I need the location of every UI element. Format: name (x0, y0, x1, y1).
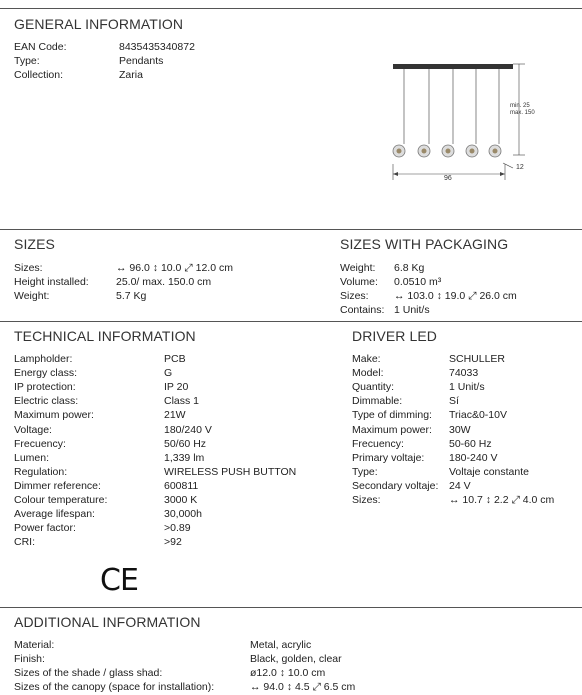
technical-row (14, 521, 334, 535)
divider-technical (0, 321, 582, 322)
drawing-dim-height-max: max. 150 (510, 110, 535, 116)
technical-row (14, 437, 334, 451)
driver-label: Model: (352, 367, 384, 380)
sizes-label: Sizes: (14, 262, 43, 274)
driver-row (352, 352, 577, 366)
driver-row (352, 408, 577, 422)
driver-value: 1 Unit/s (449, 381, 485, 394)
driver-label: Sizes: (352, 494, 381, 506)
sizes-row (14, 289, 324, 303)
divider-sizes (0, 229, 582, 230)
driver-value: Sí (449, 395, 459, 408)
packaging-label: Volume: (340, 276, 378, 288)
technical-value: G (164, 367, 173, 380)
packaging-value: 6.8 Kg (394, 262, 425, 274)
technical-value: 600811 (164, 479, 199, 492)
driver-value: Voltaje constante (449, 465, 529, 478)
driver-label: Quantity: (352, 381, 395, 394)
technical-value: WIRELESS PUSH BUTTON (164, 465, 297, 478)
additional-label: Sizes of the shade / glass shad: (14, 667, 163, 679)
technical-row (14, 493, 334, 507)
technical-row (14, 408, 334, 422)
sizes-value: 25.0/ max. 150.0 cm (116, 276, 212, 288)
packaging-label: Sizes: (340, 290, 369, 302)
sizes-row (14, 275, 324, 289)
driver-row (352, 465, 577, 479)
additional-value: Black, golden, clear (250, 653, 342, 665)
technical-value: >92 (164, 536, 182, 549)
sizes-label: Weight: (14, 290, 50, 302)
sizes-value: ↔ 96.0 ↕ 10.0 ⤢ 12.0 cm (116, 262, 233, 274)
general-value: Pendants (119, 55, 164, 67)
driver-label: Primary voltaje: (352, 451, 425, 464)
driver-label: Frecuency: (352, 437, 404, 450)
divider-top (0, 8, 582, 9)
drawing-dim-height-min: min. 25 (510, 103, 530, 109)
driver-row (352, 366, 577, 380)
additional-value: ø12.0 ↕ 10.0 cm (250, 667, 326, 679)
driver-value: 74033 (449, 367, 479, 380)
general-row (14, 68, 314, 82)
technical-label: CRI: (14, 536, 35, 549)
technical-value: 30,000h (164, 508, 202, 521)
technical-label: Electric class: (14, 395, 79, 408)
technical-label: Energy class: (14, 367, 78, 380)
additional-label: Sizes of the canopy (space for installation): (14, 681, 215, 693)
driver-row (352, 380, 577, 394)
technical-row (14, 394, 334, 408)
driver-row (352, 423, 577, 437)
technical-label: Power factor: (14, 522, 76, 535)
technical-row (14, 465, 334, 479)
driver-label: Type of dimming: (352, 409, 432, 422)
technical-label: Dimmer reference: (14, 479, 101, 492)
driver-value: Triac&0-10V (449, 409, 507, 422)
technical-title: TECHNICAL INFORMATION (14, 328, 196, 344)
technical-value: 1,339 lm (164, 451, 205, 464)
additional-value: ↔ 94.0 ↕ 4.5 ⤢ 6.5 cm (250, 681, 356, 693)
additional-title: ADDITIONAL INFORMATION (14, 614, 201, 630)
driver-label: Secondary voltaje: (352, 479, 439, 492)
packaging-label: Contains: (340, 304, 385, 316)
general-title: GENERAL INFORMATION (14, 16, 184, 32)
driver-row (352, 479, 577, 493)
driver-value: 50-60 Hz (449, 437, 492, 450)
technical-value: 50/60 Hz (164, 437, 207, 450)
packaging-value: ↔ 103.0 ↕ 19.0 ⤢ 26.0 cm (394, 290, 517, 302)
additional-row (14, 680, 574, 694)
driver-value: SCHULLER (449, 353, 506, 365)
packaging-value: 0.0510 m³ (394, 276, 442, 288)
technical-row (14, 352, 334, 366)
ce-mark: CE (100, 563, 138, 598)
technical-row (14, 366, 334, 380)
sizes-title: SIZES (14, 236, 55, 252)
additional-label: Finish: (14, 653, 45, 665)
technical-row (14, 451, 334, 465)
driver-value: ↔ 10.7 ↕ 2.2 ⤢ 4.0 cm (449, 494, 555, 506)
driver-label: Type: (352, 465, 378, 478)
driver-label: Make: (352, 353, 381, 365)
additional-row (14, 666, 574, 680)
technical-label: Voltage: (14, 423, 52, 436)
technical-value: IP 20 (164, 381, 189, 394)
technical-row (14, 507, 334, 521)
technical-label: Lampholder: (14, 353, 73, 365)
technical-row (14, 479, 334, 493)
technical-label: Frecuency: (14, 437, 66, 450)
driver-title: DRIVER LED (352, 328, 438, 344)
technical-label: Average lifespan: (14, 508, 95, 521)
packaging-row (340, 261, 570, 275)
driver-label: Maximum power: (352, 423, 432, 436)
driver-value: 30W (449, 423, 471, 436)
divider-additional (0, 607, 582, 608)
sizes-label: Height installed: (14, 276, 89, 288)
driver-row (352, 493, 577, 507)
packaging-label: Weight: (340, 262, 376, 274)
technical-value: 3000 K (164, 494, 198, 506)
general-value: 8435435340872 (119, 41, 195, 53)
driver-row (352, 394, 577, 408)
general-row (14, 40, 314, 54)
technical-label: Lumen: (14, 451, 50, 464)
packaging-row (340, 303, 570, 317)
general-label: EAN Code: (14, 41, 67, 53)
packaging-value: 1 Unit/s (394, 304, 430, 316)
drawing-dim-width: 96 (444, 175, 452, 182)
technical-label: IP protection: (14, 381, 76, 394)
packaging-row (340, 275, 570, 289)
driver-label: Dimmable: (352, 395, 403, 408)
technical-label: Colour temperature: (14, 494, 108, 506)
technical-label: Maximum power: (14, 409, 94, 422)
packaging-row (340, 289, 570, 303)
general-row (14, 54, 314, 68)
technical-row (14, 380, 334, 394)
technical-value: 180/240 V (164, 423, 212, 436)
sizes-row (14, 261, 324, 275)
packaging-title: SIZES WITH PACKAGING (340, 236, 509, 252)
technical-value: PCB (164, 353, 186, 365)
driver-value: 180-240 V (449, 451, 498, 464)
general-label: Type: (14, 55, 40, 67)
technical-value: Class 1 (164, 395, 200, 408)
additional-value: Metal, acrylic (250, 639, 312, 651)
technical-row (14, 535, 334, 549)
driver-value: 24 V (449, 479, 471, 492)
driver-row (352, 451, 577, 465)
drawing-dim-depth: 12 (516, 164, 524, 171)
technical-value: >0.89 (164, 522, 191, 535)
additional-label: Material: (14, 639, 55, 651)
technical-row (14, 423, 334, 437)
additional-row (14, 638, 574, 652)
technical-value: 21W (164, 409, 186, 422)
additional-row (14, 652, 574, 666)
driver-row (352, 437, 577, 451)
general-value: Zaria (119, 69, 143, 81)
technical-label: Regulation: (14, 465, 68, 478)
general-label: Collection: (14, 69, 64, 81)
sizes-value: 5.7 Kg (116, 290, 147, 302)
